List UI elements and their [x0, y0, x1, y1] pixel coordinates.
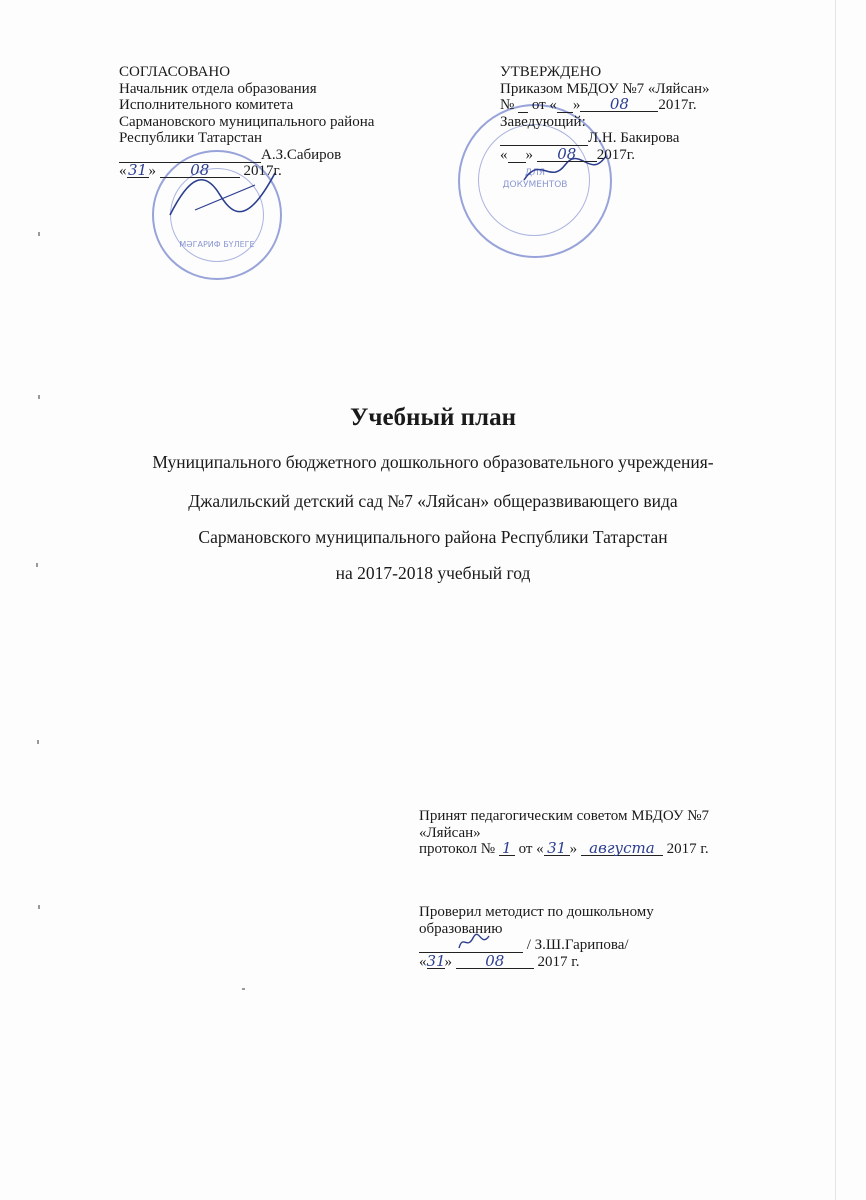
scan-speck — [38, 232, 40, 236]
approved-heading: УТВЕРЖДЕНО — [500, 64, 602, 80]
methodist-line: образованию — [419, 920, 503, 937]
scan-edge-line — [835, 0, 836, 1200]
protocol-day: 31 — [544, 841, 570, 856]
approved-order-line: Приказом МБДОУ №7 «Ляйсан» — [500, 80, 710, 97]
protocol-from-label: от « — [518, 841, 544, 857]
scan-speck — [36, 563, 38, 567]
agreed-date-day: 31 — [127, 161, 148, 179]
protocol-year: 2017 г. — [666, 841, 709, 857]
methodist-block — [419, 904, 654, 970]
quote-open: « — [500, 146, 508, 163]
approved-signature-line — [500, 130, 710, 147]
institution-district-line: Сармановского муниципального района Республики Татарстан — [198, 527, 668, 547]
agreed-date-line — [119, 163, 374, 180]
agreed-position-line: Сармановского муниципального района — [119, 113, 375, 130]
quote-close: » — [444, 953, 452, 970]
protocol-label: протокол № — [419, 841, 496, 857]
scan-speck — [38, 395, 40, 399]
page-title: Учебный план — [350, 404, 516, 431]
quote-open: « — [119, 163, 127, 179]
quote-close: » — [569, 841, 578, 857]
methodist-date-month: 08 — [456, 954, 534, 969]
quote-close: » — [525, 146, 533, 163]
council-block — [419, 808, 709, 858]
agreed-position-line: Исполнительного комитета — [119, 97, 294, 113]
agreed-date-month: 08 — [160, 163, 240, 178]
approved-date-year: 2017г. — [596, 146, 635, 163]
agreed-position-line: Республики Татарстан — [119, 130, 263, 146]
methodist-date-day: 31 — [426, 951, 446, 970]
methodist-signatory: / З.Ш.Гарипова/ — [526, 937, 629, 953]
approved-day-blank — [508, 148, 526, 163]
council-line: Принят педагогическим советом МБДОУ №7 — [419, 808, 710, 824]
agreed-block — [119, 64, 374, 180]
order-from-label: от — [531, 97, 546, 113]
institution-name-line: Муниципального бюджетного дошкольного образовательного учреждения- — [152, 452, 714, 472]
approved-date-line — [500, 144, 710, 164]
quote-close: » — [148, 163, 156, 179]
kindergarten-stamp: ДЛЯ ДОКУМЕНТОВ — [458, 104, 612, 258]
agreed-date-year: 2017г. — [243, 163, 282, 179]
protocol-line — [419, 841, 709, 858]
order-number-label: № — [500, 97, 515, 113]
agreed-signature-line — [119, 147, 374, 164]
agreed-position-line: Начальник отдела образования — [119, 80, 317, 97]
order-number-blank — [518, 98, 528, 113]
scan-speck — [242, 988, 245, 990]
approved-date-month: 08 — [537, 147, 597, 162]
agreed-signatory: А.З.Сабиров — [261, 146, 342, 163]
signature-blank — [500, 131, 588, 146]
methodist-date-line — [419, 951, 654, 971]
scan-speck — [38, 905, 40, 909]
garipova-signature — [457, 932, 491, 952]
education-department-stamp: МӘГАРИФ БҮЛЕГЕ — [152, 150, 282, 280]
protocol-month: августа — [581, 841, 663, 856]
council-line: «Ляйсан» — [419, 824, 481, 841]
approved-signatory: Л.Н. Бакирова — [588, 130, 680, 146]
order-day-blank — [557, 98, 573, 113]
methodist-signature-blank — [419, 938, 523, 953]
methodist-date-year: 2017 г. — [537, 953, 580, 970]
agreed-heading: СОГЛАСОВАНО — [119, 64, 231, 80]
order-year: 2017г. — [658, 97, 697, 113]
methodist-signature-line — [419, 937, 654, 954]
approved-head-label: Заведующий: — [500, 113, 586, 130]
institution-name-line: Джалильский детский сад №7 «Ляйсан» общеразвивающего вида — [188, 491, 678, 511]
quote-open: « — [419, 953, 427, 970]
academic-year-line: на 2017-2018 учебный год — [335, 563, 531, 583]
approved-order-number-line — [500, 97, 710, 114]
quote-close: » — [572, 97, 581, 113]
approved-block — [500, 64, 710, 163]
protocol-number: 1 — [499, 841, 515, 856]
order-month: 08 — [580, 97, 658, 112]
scan-speck — [37, 740, 39, 744]
methodist-line: Проверил методист по дошкольному — [419, 904, 654, 920]
quote-open: « — [549, 97, 557, 113]
